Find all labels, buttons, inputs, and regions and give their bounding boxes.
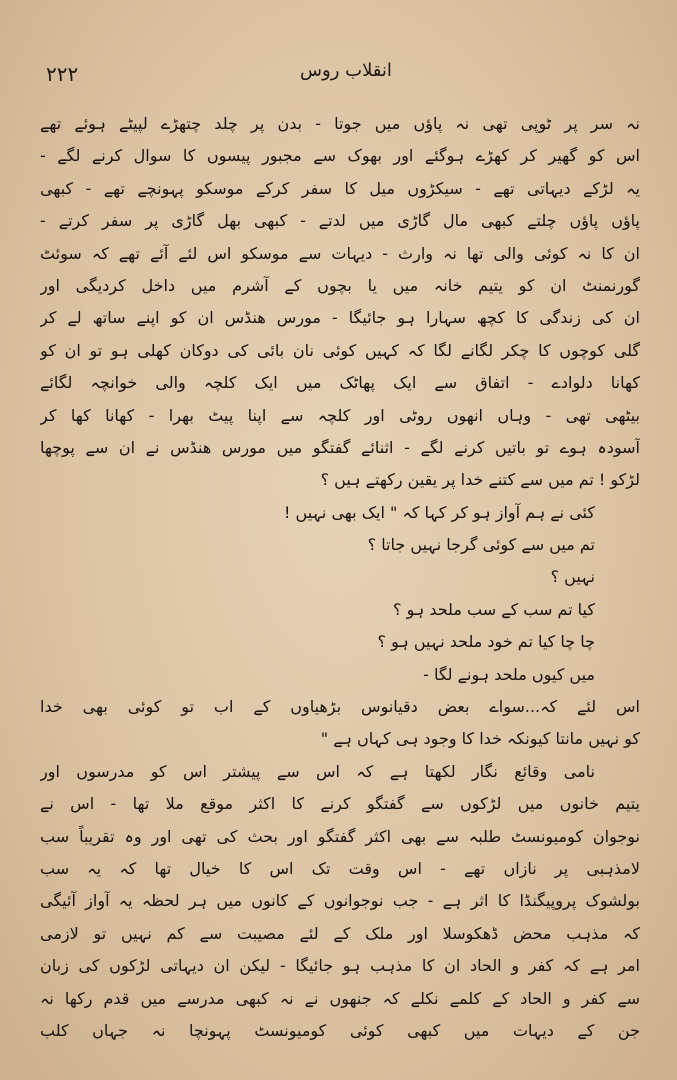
text-line: گورنمنٹ ان کو یتیم خانہ میں یا بچوں کے آشرم میں داخل کردیگی اور xyxy=(40,275,640,295)
body-text xyxy=(40,108,640,1047)
text-line: امر ہے کہ کفر و الحاد ان کا مذہب ہو جائیگا - لیکن ان دیہاتی لڑکوں کی زبان xyxy=(40,956,640,976)
text-line: بولشوک پروپیگنڈا کا اثر ہے - جب نوجوانوں کے کانوں میں ہر لحظہ یہ آواز آئیگی xyxy=(40,891,640,911)
text-line: کہ مذہب محض ڈھکوسلا اور ملک کے لئے مصیبت سے کم نہیں تو لازمی xyxy=(40,923,640,943)
dialogue-line: کیا تم سب کے سب ملحد ہو ؟ xyxy=(393,599,595,619)
text-line: نہ سر پر ٹوپی تھی نہ پاؤں میں جوتا - بدن پر چلد چتھڑے لپیٹے ہوئے تھے xyxy=(40,114,640,133)
text-line: اس کو گھیر کر کھڑے ہوگئے اور بھوک سے مجبور پیسوں کا سوال کرنے لگے - xyxy=(40,146,640,166)
page-header xyxy=(40,60,652,90)
text-line: سے کفر و الحاد کے کلمے نکلے کہ جنھوں نے نہ کبھی مدرسے میں قدم رکھا نہ xyxy=(40,988,640,1008)
dialogue-line: نہیں ؟ xyxy=(550,567,595,587)
text-line: نوجوان کومیونسٹ طلبہ سے بھی اکثر گفتگو اور بحث کی تھی اور وہ تقریباً سب xyxy=(40,826,640,846)
text-line: پاؤں پاؤں چلتے کبھی مال گاڑی میں لدتے - کبھی بھل گاڑی پر سفر کرتے - xyxy=(40,211,640,231)
text-line: اس لئے کہ...سواے بعض دقیانوس بڑھیاوں کے اب تو کوئی بھی خدا xyxy=(40,697,640,717)
text-line: ان کی زندگی کا کچھ سہارا ہو جائیگا - مورس ھنڈس ان کو اپنے ساتھ لے کر xyxy=(40,308,640,328)
dialogue-line: تم میں سے کوئی گرجا نہیں جاتا ؟ xyxy=(367,535,595,555)
text-line: گلی کوچوں کا چکر لگانے لگا کہ کہیں کوئی نان بائی کی دوکان کھلی ہو تو ان کو xyxy=(40,340,640,360)
text-line: لامذہبی پر نازاں تھے - اس وقت تک اس کا خیال تھا کہ یہ سب xyxy=(40,858,640,878)
text-line: آسودہ ہوے تو باتیں کرنے لگے - اثنائے گفتگو میں مورس ھنڈس نے ان سے پوچھا xyxy=(40,437,640,457)
dialogue-line: میں کیوں ملحد ہونے لگا - xyxy=(423,664,595,684)
dialogue-line: چا چا کیا تم خود ملحد نہیں ہو ؟ xyxy=(377,632,595,652)
paragraph-start-line: نامی وقائع نگار لکھتا ہے کہ اس سے پیشتر اس کو مدرسوں اور xyxy=(40,761,595,781)
running-title: انقلاب روس xyxy=(300,60,392,81)
page-number: ۲۲۲ xyxy=(46,62,79,86)
text-line: کھانا دلوادے - اتفاق سے ایک پھاٹک میں ایک کلچہ والی خوانچہ لگائے xyxy=(40,373,640,393)
dialogue-line: کئی نے ہم آواز ہو کر کہا کہ " ایک بھی نہیں ! xyxy=(284,502,595,522)
text-line: کو نہیں مانتا کیونکہ خدا کا وجود ہی کہاں ہے " xyxy=(320,729,640,749)
text-line: یتیم خانوں میں لڑکوں سے گفتگو کرنے کا اکثر موقع ملا تھا - اس نے xyxy=(40,794,640,814)
text-line: ان کا نہ کوئی والی تھا نہ وارث - دیہات سے موسکو اس لئے آئے تھے کہ سوئٹ xyxy=(40,243,640,263)
text-line: یہ لڑکے دیہاتی تھے - سیکڑوں میل کا سفر کرکے موسکو پہونچے تھے - کبھی xyxy=(40,178,640,198)
text-line: لڑکو ! تم میں سے کتنے خدا پر یقین رکھتے ہیں ؟ xyxy=(320,470,640,490)
text-line: بیٹھی تھی - وہاں انھوں روٹی اور کلچہ سے اپنا پیٹ بھرا - کھانا کھا کر xyxy=(40,405,640,425)
text-line: جن کے دیہات میں کبھی کوئی کومیونسٹ پہونچا نہ جہاں کلب xyxy=(40,1020,640,1040)
